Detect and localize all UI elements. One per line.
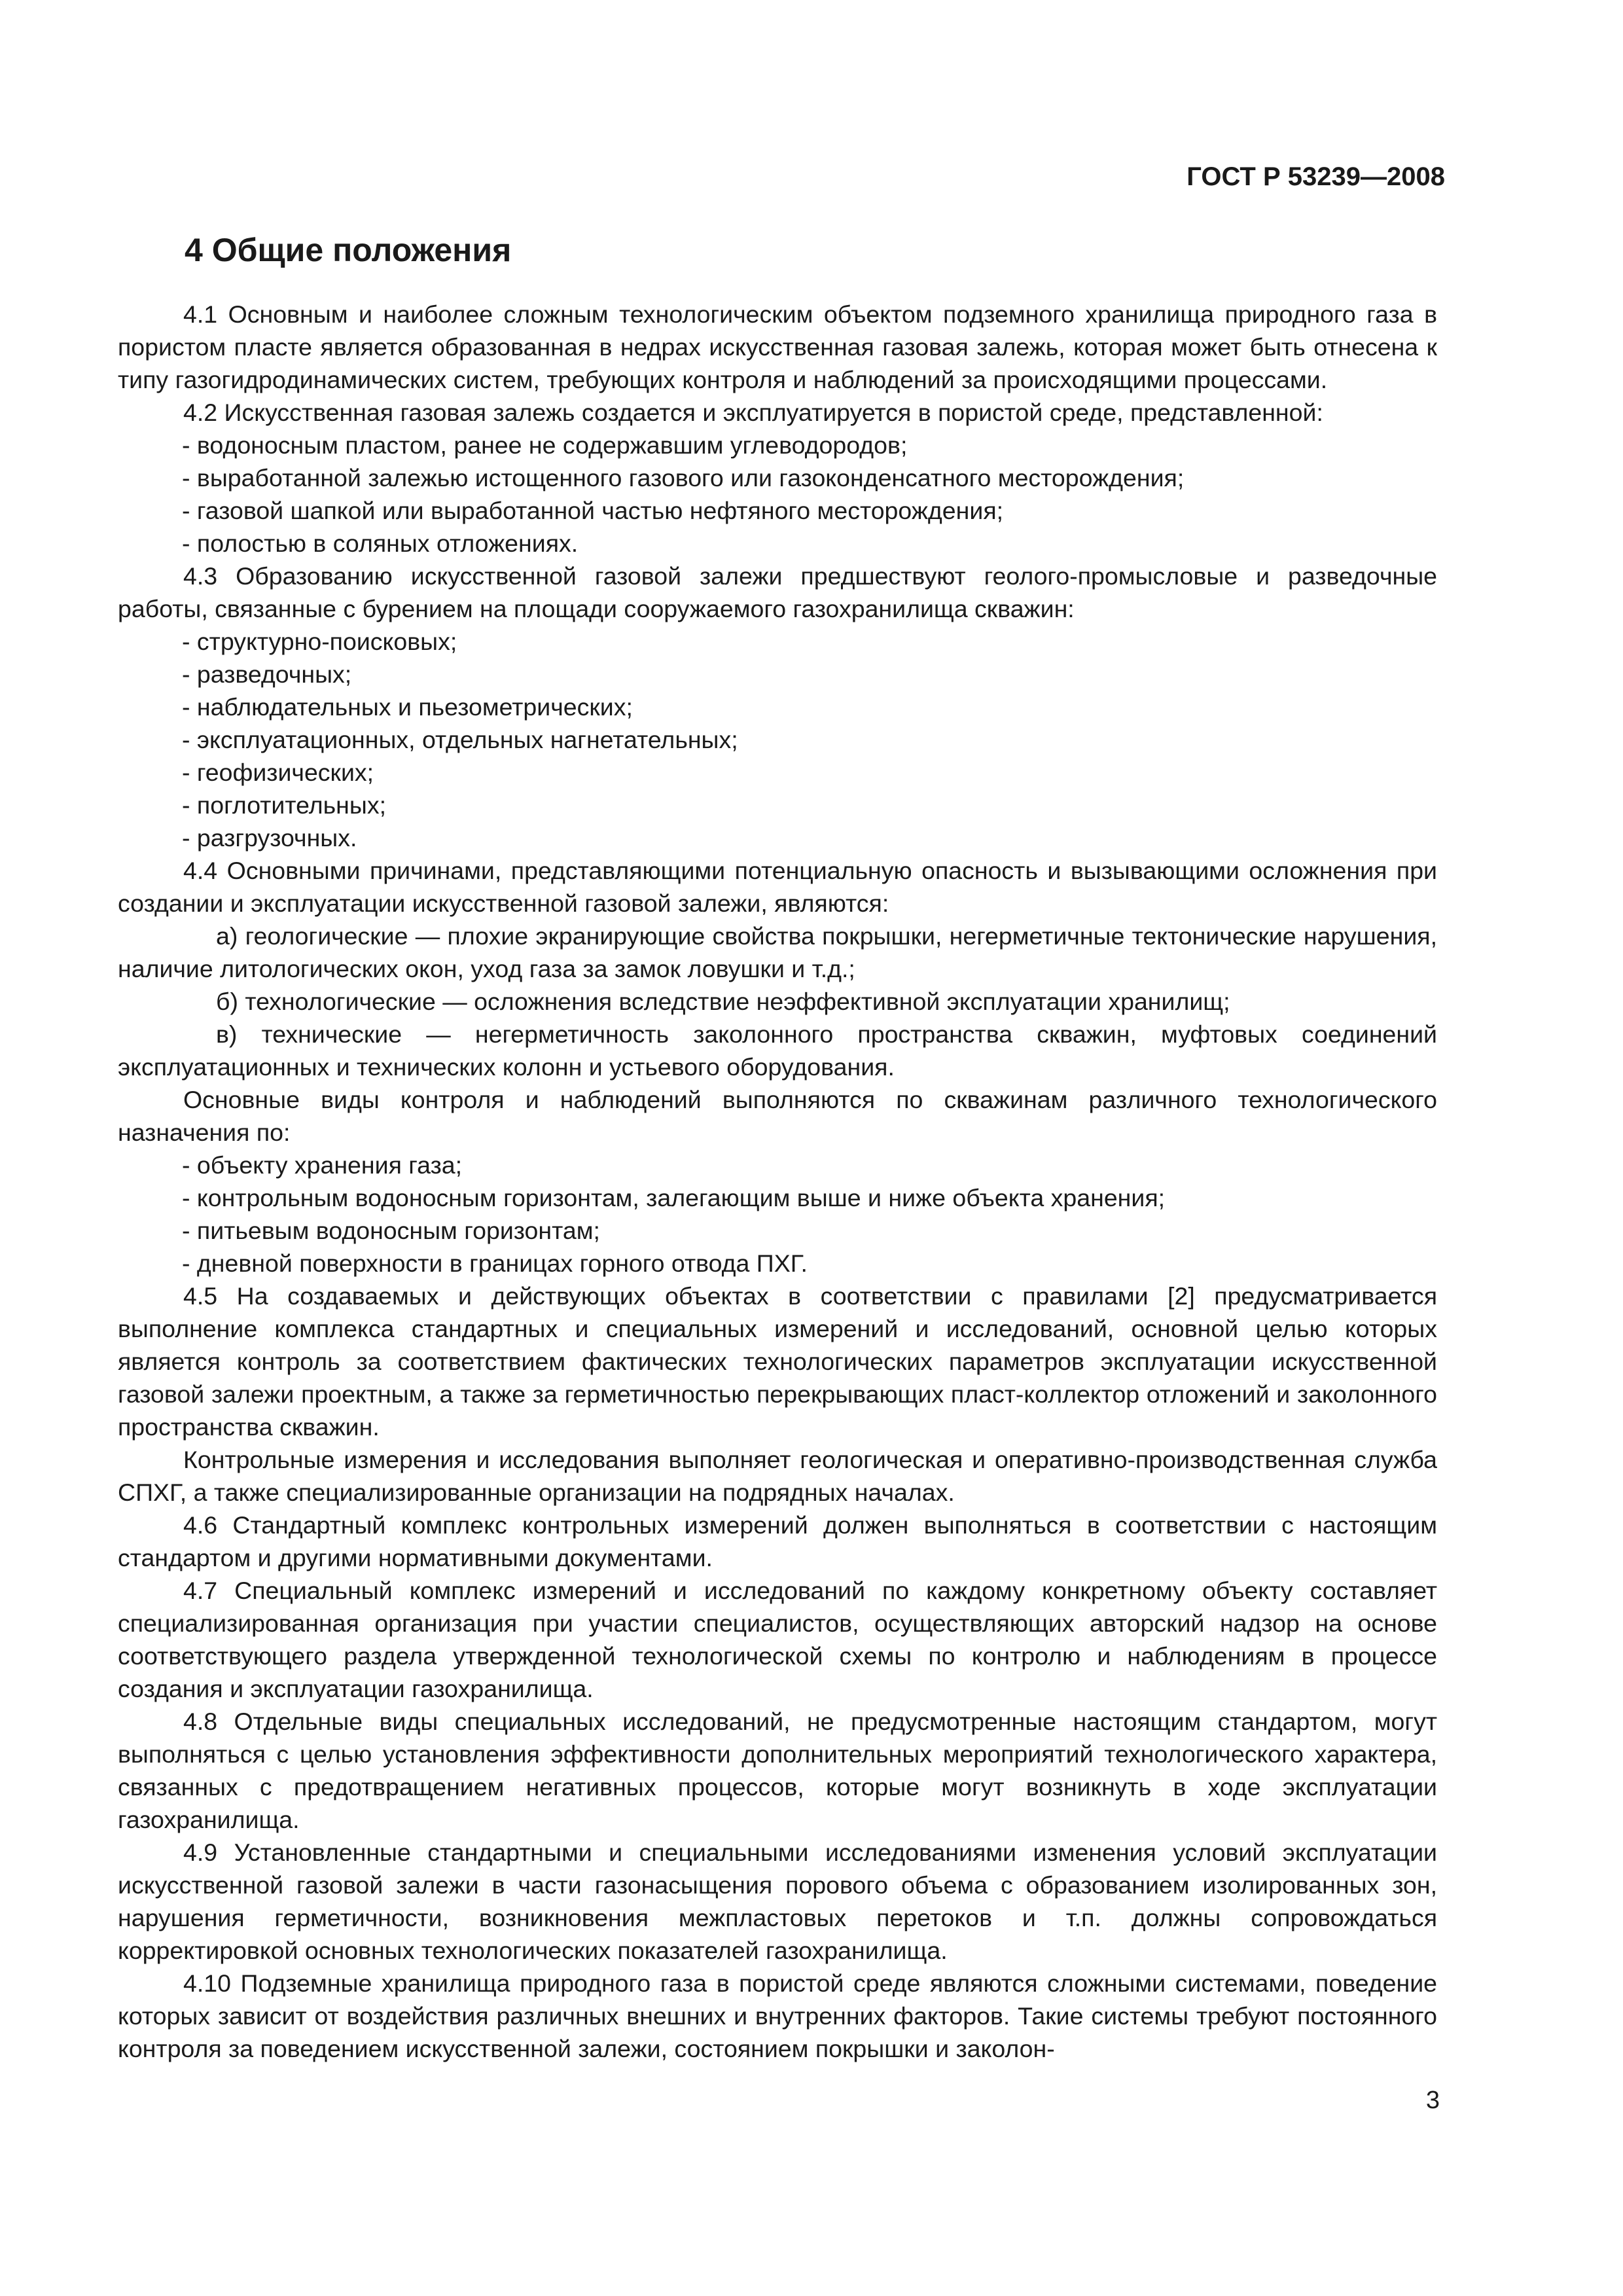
- paragraph-4-4-continued: Основные виды контроля и наблюдений выполняются по скважинам различного технологического назначения по:: [118, 1086, 1437, 1146]
- list-item: - водоносным пластом, ранее не содержавшим углеводородов;: [182, 431, 908, 459]
- list-item: - поглотительных;: [182, 791, 386, 819]
- section-title: 4 Общие положения: [185, 232, 512, 268]
- sublist-item-c: в) технические — негерметичность заколонного пространства скважин, муфтовых соединений эксплуатационных и технических колонн и устьевого оборудования.: [118, 1020, 1437, 1081]
- sublist-item-b: б) технологические — осложнения вследствие неэффективной эксплуатации хранилищ;: [216, 988, 1230, 1015]
- paragraph-4-1: 4.1 Основным и наиболее сложным технологическим объектом подземного хранилища природного газа в пористом пласте является образованная в недрах искусственная газовая залежь, которая может быть отнесена к типу газогидродинамических систем, требующих контроля и наблюдений за происходящими процессами.: [118, 300, 1437, 393]
- paragraph-4-9: 4.9 Установленные стандартными и специальными исследованиями изменения условий эксплуатации искусственной газовой залежи в части газонасыщения порового объема с образованием изолированных зон, нарушения герметичности, возникновения межпластовых перетоков и т.п. должны сопровождаться корректировкой основных технологических показателей газохранилища.: [118, 1839, 1437, 1964]
- list-item: - полостью в соляных отложениях.: [182, 529, 579, 557]
- paragraph-4-7: 4.7 Специальный комплекс измерений и исследований по каждому конкретному объекту составляет специализированная организация при участии специалистов, осуществляющих авторский надзор на основе соответствующего раздела утвержденной технологической схемы по контролю и наблюдениям в процессе создания и эксплуатации газохранилища.: [118, 1577, 1437, 1702]
- paragraph-4-6: 4.6 Стандартный комплекс контрольных измерений должен выполняться в соответствии с настоящим стандартом и другими нормативными документами.: [118, 1511, 1437, 1571]
- paragraph-4-8: 4.8 Отдельные виды специальных исследований, не предусмотренные настоящим стандартом, могут выполняться с целью установления эффективности дополнительных мероприятий технологического характера, связанных с предотвращением негативных процессов, которые могут возникнуть в ходе эксплуатации газохранилища.: [118, 1708, 1437, 1833]
- document-body: [118, 298, 1437, 2065]
- paragraph-4-5: 4.5 На создаваемых и действующих объектах в соответствии с правилами [2] предусматривается выполнение комплекса стандартных и специальных измерений и исследований, основной целью которых является контроль за соответствием фактических технологических параметров эксплуатации искусственной газовой залежи проектным, а также за герметичностью перекрывающих пласт-коллектор отложений и заколонного пространства скважин.: [118, 1282, 1437, 1441]
- document-code: ГОСТ Р 53239—2008: [1186, 162, 1445, 191]
- list-item: - разведочных;: [182, 660, 352, 688]
- list-item: - объекту хранения газа;: [182, 1151, 463, 1179]
- paragraph-4-5-continued: Контрольные измерения и исследования выполняет геологическая и оперативно-производственная служба СПХГ, а также специализированные организации на подрядных началах.: [118, 1446, 1437, 1506]
- list-item: - разгрузочных.: [182, 824, 357, 852]
- list-item: - газовой шапкой или выработанной частью нефтяного месторождения;: [182, 497, 1004, 524]
- list-item: - контрольным водоносным горизонтам, залегающим выше и ниже объекта хранения;: [182, 1184, 1166, 1211]
- paragraph-4-3: 4.3 Образованию искусственной газовой залежи предшествуют геолого-промысловые и разведочные работы, связанные с бурением на площади сооружаемого газохранилища скважин:: [118, 562, 1437, 622]
- paragraph-4-10: 4.10 Подземные хранилища природного газа в пористой среде являются сложными системами, поведение которых зависит от воздействия различных внешних и внутренних факторов. Такие системы требуют постоянного контроля за поведением искусственной залежи, состоянием покрышки и заколон-: [118, 1969, 1437, 2062]
- list-item: - эксплуатационных, отдельных нагнетательных;: [182, 726, 738, 753]
- list-item: - дневной поверхности в границах горного отвода ПХГ.: [182, 1249, 808, 1277]
- paragraph-4-4: 4.4 Основными причинами, представляющими потенциальную опасность и вызывающими осложнения при создании и эксплуатации искусственной газовой залежи, являются:: [118, 857, 1437, 917]
- list-item: - питьевым водоносным горизонтам;: [182, 1217, 600, 1244]
- sublist-item-a: а) геологические — плохие экранирующие свойства покрышки, негерметичные тектонические нарушения, наличие литологических окон, уход газа за замок ловушки и т.д.;: [118, 922, 1437, 982]
- list-item: - наблюдательных и пьезометрических;: [182, 693, 633, 721]
- page-number: 3: [1425, 2087, 1440, 2114]
- list-item: - структурно-поисковых;: [182, 628, 457, 655]
- paragraph-4-2: 4.2 Искусственная газовая залежь создается и эксплуатируется в пористой среде, представленной:: [183, 399, 1323, 426]
- list-item: - геофизических;: [182, 759, 374, 786]
- list-item: - выработанной залежью истощенного газового или газоконденсатного месторождения;: [182, 464, 1185, 492]
